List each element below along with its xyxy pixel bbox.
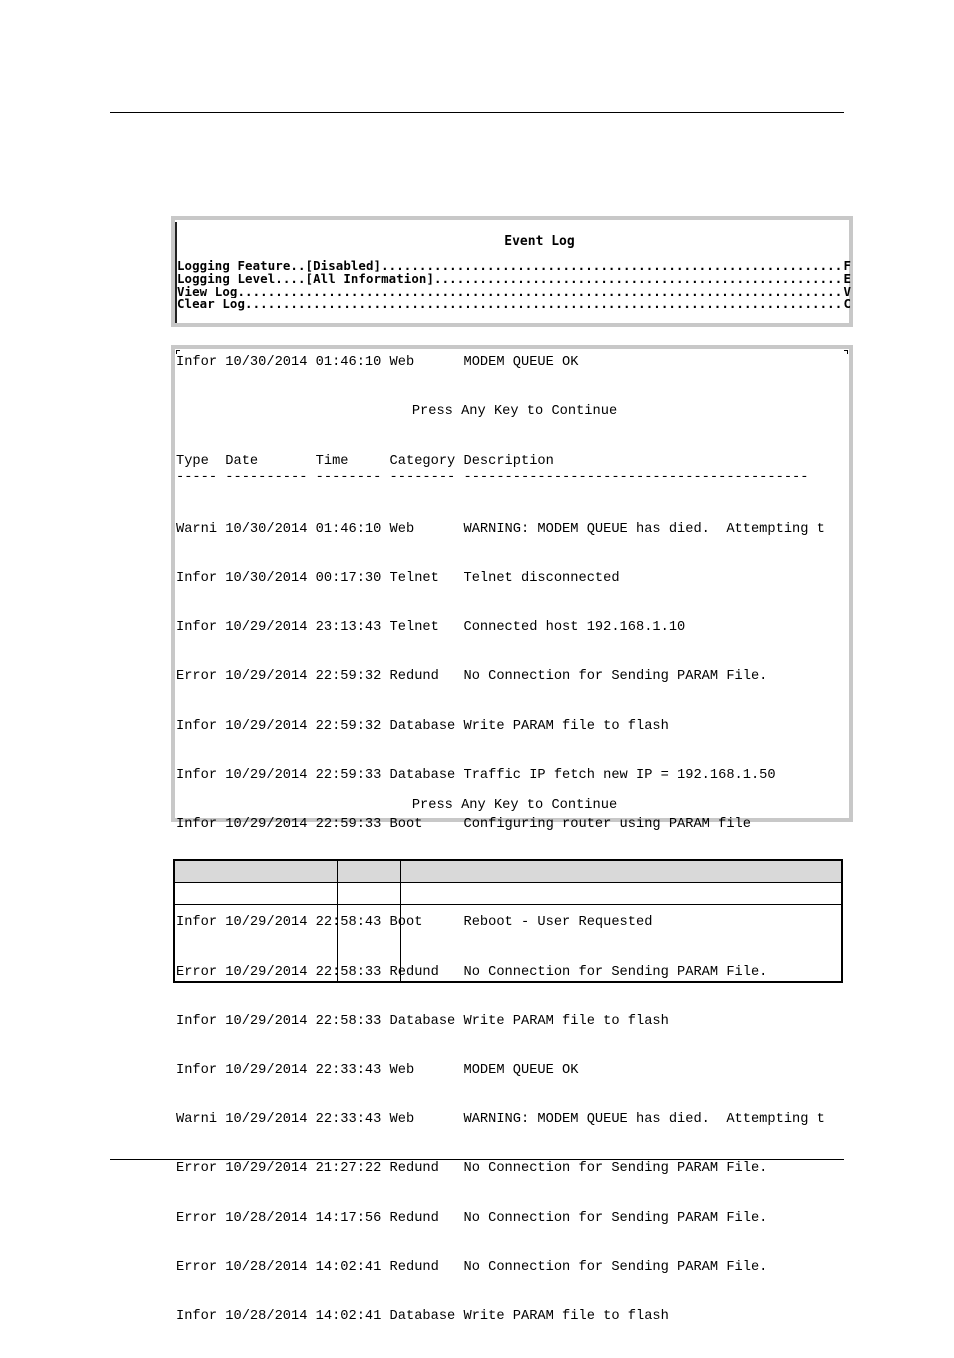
menu-item-clear-log[interactable] [177, 298, 851, 311]
footer-rule [110, 1159, 844, 1160]
leader-dots [434, 273, 843, 286]
leader-dots [245, 298, 843, 311]
menu-item-view-log[interactable] [177, 286, 851, 299]
log-row: Error 10/29/2014 22:58:33 Redund No Connection for Sending PARAM File. [176, 964, 768, 980]
table-cell [337, 905, 400, 983]
menu-item-key: V [843, 285, 851, 299]
table-cell [337, 883, 400, 905]
table-cell [400, 905, 842, 983]
menu-item-logging-feature[interactable] [177, 260, 851, 273]
table-cell [174, 905, 337, 983]
table-header-row [174, 860, 842, 883]
event-log-menu-terminal [171, 216, 853, 327]
log-row: Error 10/28/2014 14:02:41 Redund No Connection for Sending PARAM File. [176, 1259, 768, 1275]
log-first-line: Infor 10/30/2014 01:46:10 Web MODEM QUEUE OK [176, 355, 579, 370]
log-row: Warni 10/29/2014 22:33:43 Web WARNING: MODEM QUEUE has died. Attempting t [176, 1112, 825, 1128]
table-header-cell [400, 860, 842, 883]
window-corner-right [844, 350, 848, 354]
continue-prompt-top[interactable]: Press Any Key to Continue [411, 404, 618, 419]
log-row: Infor 10/29/2014 23:13:43 Telnet Connected host 192.168.1.10 [176, 620, 686, 636]
table-row [174, 883, 842, 905]
log-row: Error 10/29/2014 21:27:22 Redund No Connection for Sending PARAM File. [176, 1161, 768, 1177]
menu-item-label: Clear Log [177, 298, 246, 312]
log-row: Error 10/29/2014 22:59:32 Redund No Connection for Sending PARAM File. [176, 669, 768, 685]
log-row: Infor 10/28/2014 14:02:41 Database Write PARAM file to flash [176, 1309, 669, 1325]
log-row: Infor 10/29/2014 22:33:43 Web MODEM QUEUE OK [176, 1063, 579, 1079]
log-row: Error 10/28/2014 14:17:56 Redund No Connection for Sending PARAM File. [176, 1210, 768, 1226]
window-corner-left [176, 350, 180, 354]
log-row: Infor 10/29/2014 22:59:33 Database Traffic IP fetch new IP = 192.168.1.50 [176, 767, 776, 783]
log-row: Warni 10/30/2014 01:46:10 Web WARNING: MODEM QUEUE has died. Attempting t [176, 521, 825, 537]
menu-item-label: View Log [177, 285, 238, 299]
table-row [174, 905, 842, 983]
log-row: Infor 10/29/2014 22:59:32 Database Write PARAM file to flash [176, 718, 669, 734]
header-rule [110, 112, 844, 113]
menu-item-key: F [843, 260, 851, 273]
description-table [173, 859, 843, 983]
log-row: Infor 10/29/2014 22:58:33 Database Write PARAM file to flash [176, 1013, 669, 1029]
table-header-cell [174, 860, 337, 883]
log-table-header: Type Date Time Category Description [176, 454, 554, 469]
menu-item-key: E [843, 272, 851, 286]
table-cell [400, 883, 842, 905]
leader-dots [237, 286, 843, 299]
menu-item-label: Logging Level....[All Information] [177, 272, 435, 286]
log-table-separator: ----- ---------- -------- -------- ------------------------------------------ [176, 470, 809, 485]
continue-prompt-bottom[interactable]: Press Any Key to Continue [411, 798, 618, 813]
menu-item-key: C [843, 298, 851, 312]
log-row: Infor 10/29/2014 22:58:43 Boot Reboot - User Requested [176, 915, 653, 931]
log-view-terminal [171, 345, 853, 1325]
menu-item-logging-level[interactable] [177, 273, 851, 286]
log-row: Infor 10/30/2014 00:17:30 Telnet Telnet disconnected [176, 571, 620, 587]
event-log-menu [177, 260, 851, 311]
table-header-cell [337, 860, 400, 883]
table-cell [174, 883, 337, 905]
leader-dots [381, 260, 843, 273]
menu-item-label: Logging Feature..[Disabled] [177, 260, 382, 273]
log-row: Infor 10/29/2014 22:59:33 Boot Configuring router using PARAM file [176, 817, 751, 833]
event-log-title: Event Log [504, 234, 575, 249]
